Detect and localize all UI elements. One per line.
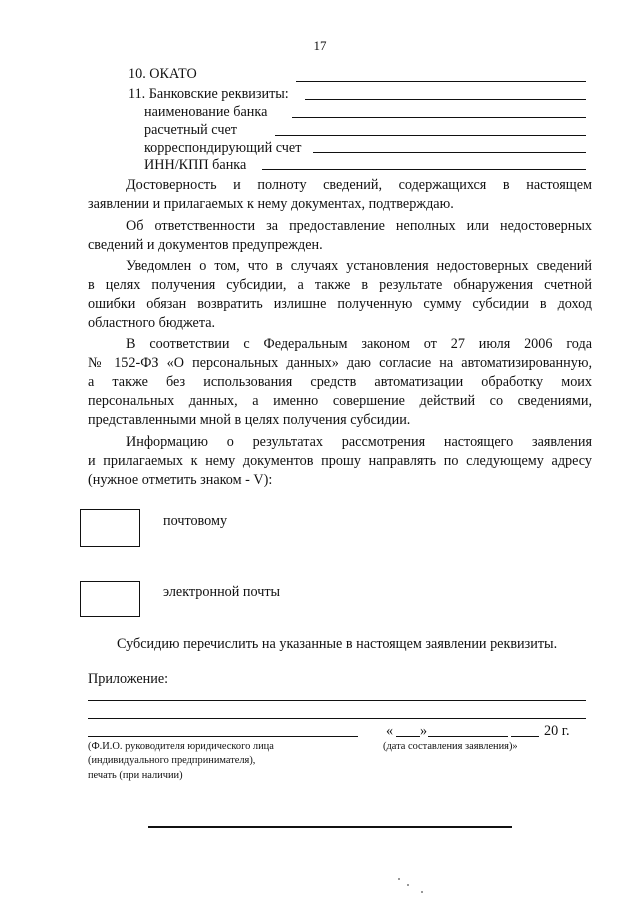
postal-option-label: почтовому (163, 513, 228, 529)
okato-label: 10. ОКАТО (128, 66, 197, 82)
date-month-field[interactable] (428, 736, 508, 737)
paragraph-notified (88, 257, 592, 333)
bank-name-field[interactable] (292, 117, 586, 118)
paragraph-line: Достоверность и полноту сведений, содержащихся в настоящем (126, 177, 592, 193)
paragraph-line: областного бюджета. (88, 315, 216, 331)
signature-field[interactable] (88, 736, 358, 737)
paragraph-line: В соответствии с Федеральным законом от 27 июля 2006 года (126, 336, 592, 352)
scan-speck (407, 884, 409, 886)
bank-name-label: наименование банка (144, 104, 268, 120)
postal-checkbox[interactable] (80, 509, 140, 547)
settlement-account-field[interactable] (275, 135, 586, 136)
scan-speck (398, 878, 400, 880)
signature-caption-line-2: (индивидуального предпринимателя), (88, 755, 256, 766)
paragraph-line: Об ответственности за предоставление неполных или недостоверных (126, 218, 592, 234)
paragraph-line: (нужное отметить знаком - V): (88, 472, 273, 488)
attachment-line-1[interactable] (88, 700, 586, 701)
inn-kpp-label: ИНН/КПП банка (144, 157, 247, 173)
bank-details-field[interactable] (305, 99, 586, 100)
date-day-field[interactable] (396, 736, 420, 737)
bottom-divider (148, 826, 512, 828)
paragraph-line: ошибки обязан возвратить излишне полученную сумму субсидии в доход (88, 296, 592, 312)
date-close-quote: » (420, 723, 428, 739)
date-year-field[interactable] (511, 736, 539, 737)
paragraph-line: и прилагаемых к нему документов прошу направлять по следующему адресу (88, 453, 592, 469)
email-checkbox[interactable] (80, 581, 140, 617)
paragraph-line: персональных данных, а именно совершение действий со сведениями, (88, 393, 592, 409)
correspondent-account-label: корреспондирующий счет (144, 140, 302, 156)
signature-caption-line-1: (Ф.И.О. руководителя юридического лица (88, 741, 274, 752)
date-year-suffix: 20 г. (544, 723, 570, 739)
signature-caption-line-3: печать (при наличии) (88, 770, 183, 781)
paragraph-information (88, 433, 592, 490)
attachment-line-2[interactable] (88, 718, 586, 719)
paragraph-reliability (88, 176, 592, 214)
bank-details-label: 11. Банковские реквизиты: (128, 86, 289, 102)
email-option-label: электронной почты (163, 584, 281, 600)
paragraph-line: Уведомлен о том, что в случаях установления недостоверных сведений (126, 258, 592, 274)
paragraph-line: заявлении и прилагаемых к нему документах, подтверждаю. (88, 196, 454, 212)
paragraph-line: а также без использования средств автоматизации обработку моих (88, 374, 592, 390)
correspondent-account-field[interactable] (313, 152, 586, 153)
page-number: 17 (313, 38, 327, 53)
paragraph-line: представленными мной в целях получения субсидии. (88, 412, 411, 428)
inn-kpp-field[interactable] (262, 169, 586, 170)
date-caption: (дата составления заявления)» (383, 741, 518, 752)
scan-speck (421, 891, 423, 893)
settlement-account-label: расчетный счет (144, 122, 237, 138)
attachment-label: Приложение: (88, 671, 169, 687)
subsidy-transfer-text: Субсидию перечислить на указанные в настоящем заявлении реквизиты. (117, 636, 558, 652)
paragraph-line: № 152-ФЗ «О персональных данных» даю согласие на автоматизированную, (88, 355, 592, 371)
paragraph-line: в целях получения субсидии, а также в результате обнаружения счетной (88, 277, 592, 293)
paragraph-responsibility (88, 217, 592, 255)
paragraph-line: Информацию о результатах рассмотрения настоящего заявления (126, 434, 592, 450)
paragraph-personal-data (88, 335, 592, 430)
okato-field[interactable] (296, 81, 586, 82)
date-open-quote: « (386, 723, 394, 739)
paragraph-line: сведений и документов предупрежден. (88, 237, 323, 253)
